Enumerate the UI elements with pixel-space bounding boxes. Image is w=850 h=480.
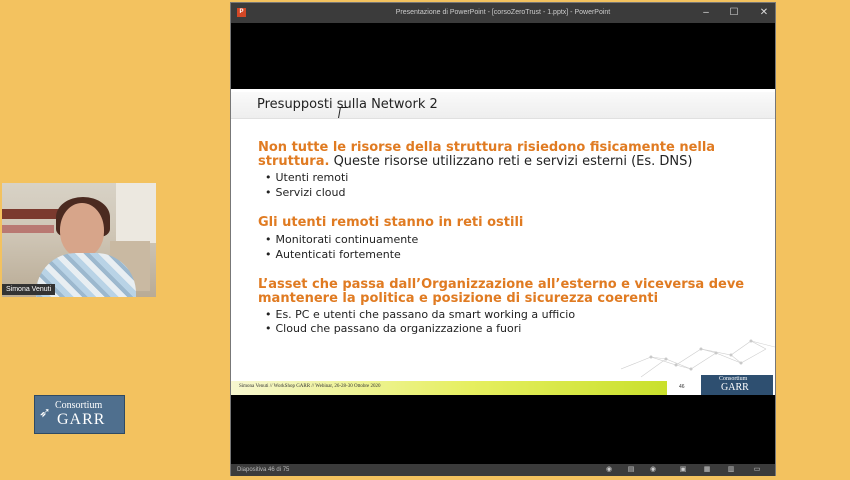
italy-map-icon: ➶ [39, 404, 51, 420]
bullet-item: • Monitorati continuamente [265, 233, 418, 246]
bullet-item: • Es. PC e utenti che passano da smart working a ufficio [265, 308, 575, 321]
footer-logo-line1: Consortium [719, 376, 748, 382]
slide-sorter-icon[interactable]: ▦ [703, 466, 711, 473]
restore-button[interactable]: ☐ [729, 7, 739, 18]
bullet-item: • Autenticati fortemente [265, 248, 401, 261]
section-heading-1-bold: Non tutte le risorse della struttura risiedono fisicamente nella struttura. [258, 140, 716, 169]
powerpoint-icon: P [237, 8, 246, 17]
participant-name-label: Simona Venuti [2, 284, 55, 295]
garr-logo [34, 395, 125, 434]
section-heading-2: Gli utenti remoti stanno in reti ostili [258, 215, 524, 230]
next-icon[interactable]: ◉ [649, 466, 657, 473]
normal-view-icon[interactable]: ▣ [679, 466, 687, 473]
logo-line1: Consortium [55, 400, 103, 411]
window-background [116, 183, 156, 243]
participant-video [2, 183, 156, 297]
notes-icon[interactable]: ▤ [627, 466, 635, 473]
slide[interactable] [231, 89, 775, 395]
slide-number: 46 [679, 384, 685, 390]
slide-title: Presupposti sulla Network 2 [257, 97, 438, 112]
network-graphic [621, 319, 775, 379]
logo-line2: GARR [57, 411, 106, 428]
footer-text: Simona Venuti // WorkShop GARR // Webinar, 26-28-30 Ottobre 2020 [239, 384, 381, 389]
slide-counter: Diapositiva 46 di 75 [237, 467, 290, 473]
section-heading-1-tail: Queste risorse utilizzano reti e servizi esterni (Es. DNS) [329, 154, 693, 169]
footer-garr-logo [701, 375, 773, 395]
footer-logo-line2: GARR [721, 382, 749, 393]
bookshelf-lower [2, 225, 54, 233]
minimize-button[interactable]: – [703, 7, 709, 18]
previous-icon[interactable]: ◉ [605, 466, 613, 473]
section-heading-1 [258, 141, 758, 169]
powerpoint-window [230, 2, 776, 476]
reading-view-icon[interactable]: ▥ [727, 466, 735, 473]
slide-footer [231, 376, 775, 395]
slideshow-icon[interactable]: ▭ [753, 466, 761, 473]
bookshelf [2, 209, 62, 219]
status-bar [231, 464, 775, 476]
bullet-item: • Servizi cloud [265, 186, 345, 199]
person-face [60, 203, 104, 257]
bullet-item: • Cloud che passano da organizzazione a fuori [265, 322, 521, 335]
bullet-item: • Utenti remoti [265, 171, 348, 184]
close-button[interactable]: ✕ [759, 7, 769, 18]
section-heading-3: L’asset che passa dall’Organizzazione all’esterno e viceversa deve mantenere la politica e posizione di sicurezza coerenti [258, 277, 745, 306]
window-title: Presentazione di PowerPoint - [corsoZeroTrust - 1.pptx] - PowerPoint [395, 9, 611, 16]
title-bar [231, 3, 775, 23]
